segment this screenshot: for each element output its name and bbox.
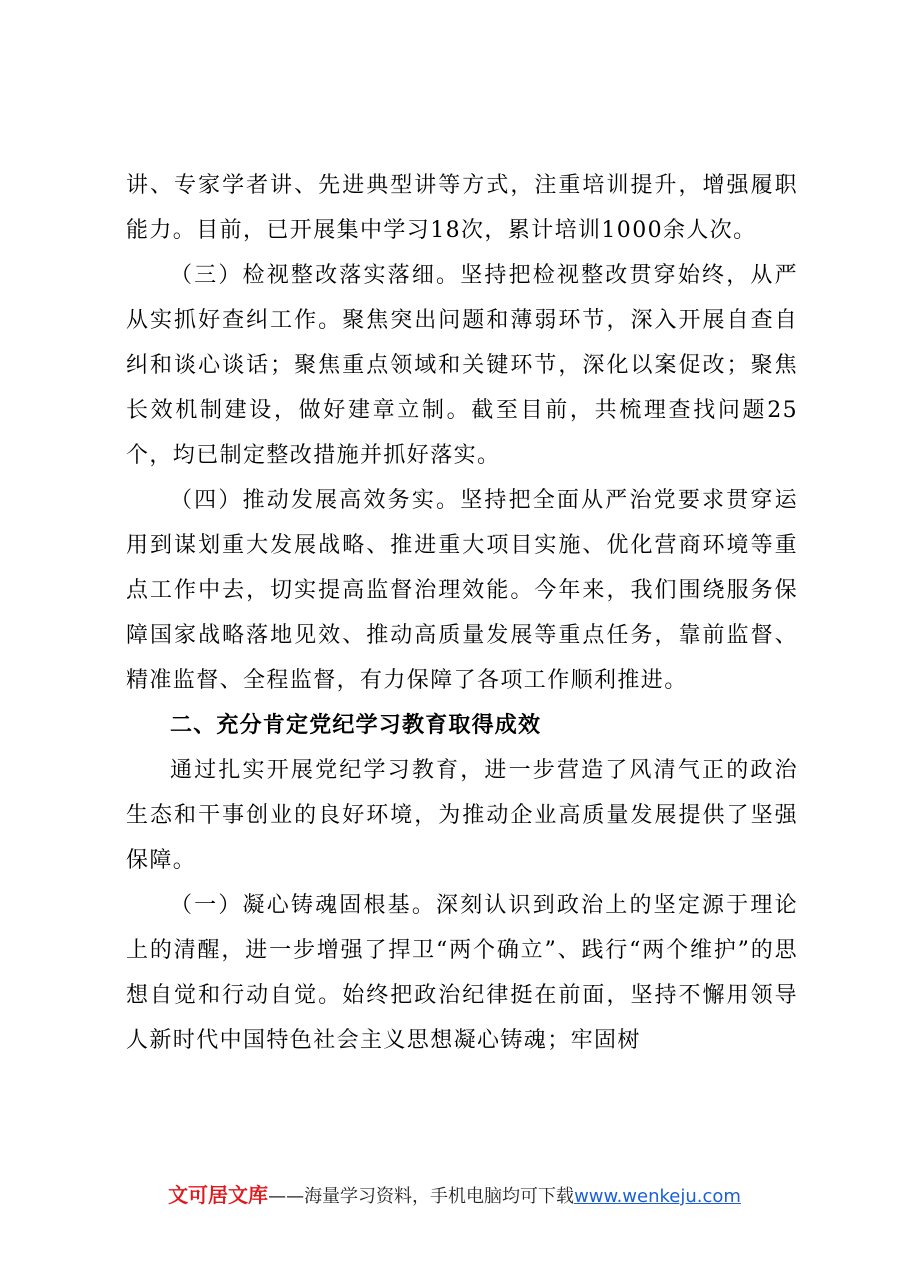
- paragraph-text: 坚持把全面从严治党要求贯穿运用到谋划重大发展战略、推进重大项目实施、优化营商环境等重点工作中去，切实提高监督治理效能。今年来，我们围绕服务保障国家战略落地见效、推动高质量发展等重点任务，靠前监督、精准监督、全程监督，有力保障了各项工作顺利推进。: [126, 488, 798, 693]
- paragraph-promote-development: [126, 478, 798, 703]
- paragraph-inspection-rectification: [126, 253, 798, 478]
- paragraph-text: 讲、专家学者讲、先进典型讲等方式，注重培训提升，增强履职能力。目前，已开展集中学习18次，累计培训1000余人次。: [126, 173, 798, 243]
- document-body: [126, 163, 798, 1063]
- footer-tagline: ——海量学习资料，手机电脑均可下载: [268, 1186, 575, 1207]
- paragraph-text: 坚持把检视整改贯穿始终，从严从实抓好查纠工作。聚焦突出问题和薄弱环节，深入开展自查自纠和谈心谈话；聚焦重点领域和关键环节，深化以案促改；聚焦长效机制建设，做好建章立制。截至目前，共梳理查找问题25个，均已制定整改措施并抓好落实。: [126, 263, 798, 468]
- section-lead-4: （四）推动发展高效务实。: [170, 488, 461, 513]
- footer-link[interactable]: www.wenkeju.com: [574, 1186, 741, 1207]
- section-lead-3: （三）检视整改落实落细。: [170, 263, 461, 288]
- paragraph-training: [126, 163, 798, 253]
- footer-brand: 文可居文库: [168, 1183, 269, 1207]
- paragraph-text: 深刻认识到政治上的坚定源于理论上的清醒，进一步增强了捍卫“两个确立”、践行“两个维护”的思想自觉和行动自觉。始终把政治纪律挺在前面，坚持不懈用领导人新时代中国特色社会主义思想凝心铸魂；牢固树: [126, 893, 798, 1053]
- section-heading-2: 二、充分肯定党纪学习教育取得成效: [170, 713, 542, 738]
- paragraph-text: 通过扎实开展党纪学习教育，进一步营造了风清气正的政治生态和干事创业的良好环境，为推动企业高质量发展提供了坚强保障。: [126, 758, 798, 873]
- paragraph-strengthen-foundation: [126, 883, 798, 1063]
- footer-banner: [0, 1180, 909, 1212]
- paragraph-achievements-intro: [126, 748, 798, 883]
- section-lead-1: （一）凝心铸魂固根基。: [170, 893, 437, 918]
